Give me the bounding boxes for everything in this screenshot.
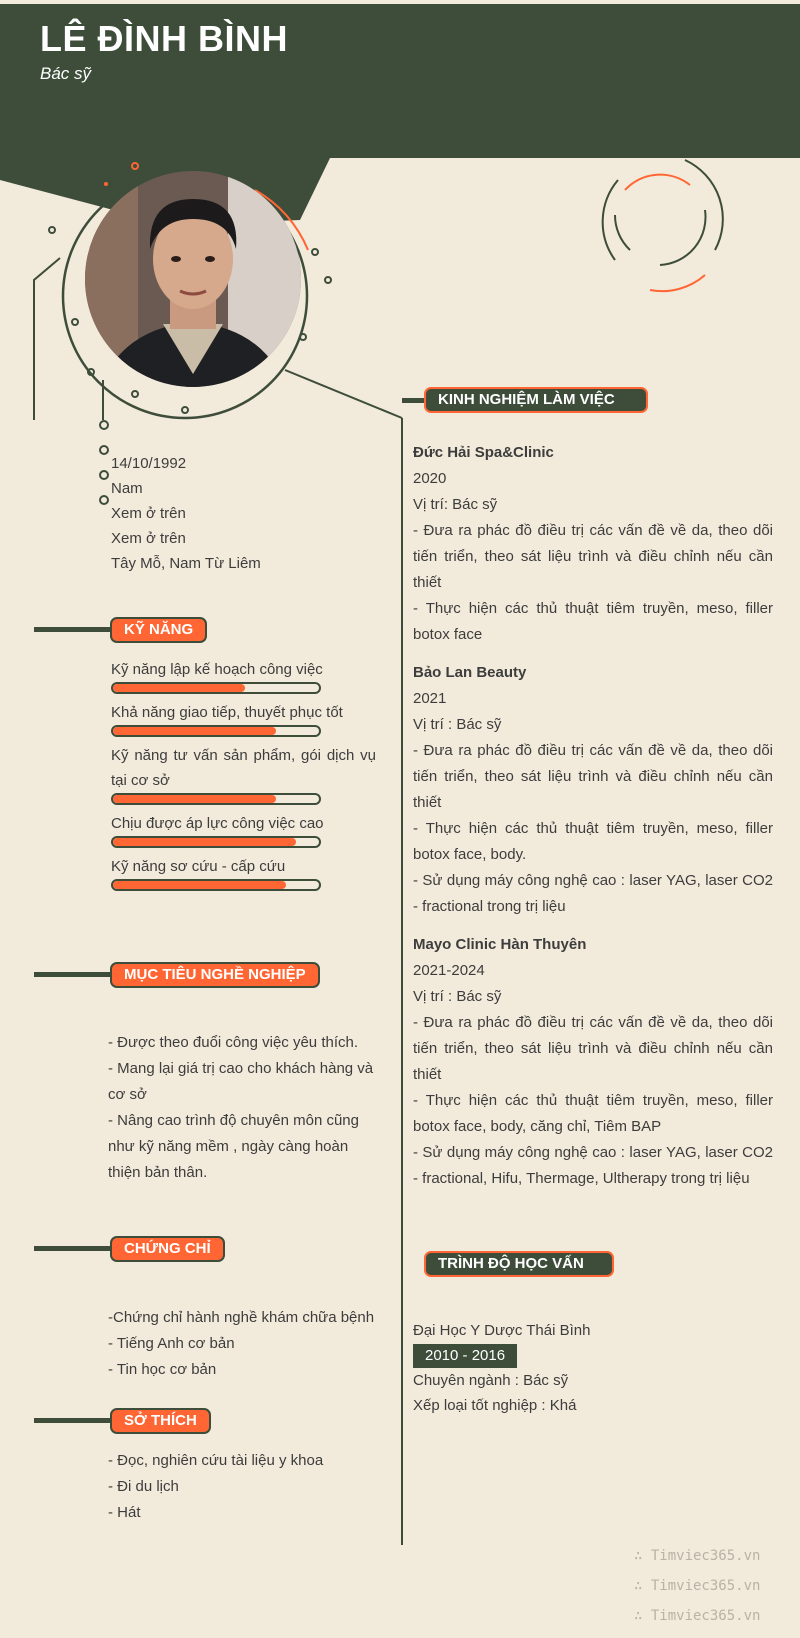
avatar	[78, 164, 308, 394]
job-duty: - Sử dụng máy công nghệ cao : laser YAG, laser CO2 - fractional, Hifu, Thermage, Ultherapy trong trị liệu	[413, 1144, 773, 1187]
education-title: TRÌNH ĐỘ HỌC VẤN	[424, 1251, 614, 1277]
job-year: 2020	[413, 470, 447, 487]
skill-item	[111, 700, 376, 737]
job-company: Mayo Clinic Hàn Thuyên	[413, 936, 587, 953]
certificates-title: CHỨNG CHỈ	[110, 1236, 225, 1262]
objective-line: - Nâng cao trình độ chuyên môn cũng như kỹ năng mềm , ngày càng hoàn thiện bản thân.	[108, 1112, 359, 1181]
job-entry	[413, 932, 773, 1192]
address: Tây Mỗ, Nam Từ Liêm	[111, 555, 261, 572]
candidate-name: LÊ ĐÌNH BÌNH	[40, 18, 288, 59]
job-duty: - Thực hiện các thủ thuật tiêm truyền, meso, filler botox face	[413, 600, 773, 643]
personal-info	[111, 451, 371, 576]
watermark: ∴ Timviec365.vn	[634, 1608, 761, 1624]
job-company: Đức Hải Spa&Clinic	[413, 444, 554, 461]
hobby-line: - Đọc, nghiên cứu tài liệu y khoa	[108, 1452, 324, 1469]
experience-title: KINH NGHIỆM LÀM VIỆC	[424, 387, 648, 413]
skill-label: Kỹ năng sơ cứu - cấp cứu	[111, 858, 286, 875]
skill-bar	[111, 879, 321, 891]
job-duty: - Thực hiện các thủ thuật tiêm truyền, meso, filler botox face, body, căng chỉ, Tiêm BAP	[413, 1092, 773, 1135]
skill-bar-fill	[113, 795, 276, 803]
skills-title: KỸ NĂNG	[110, 617, 207, 643]
phone: Xem ở trên	[111, 505, 186, 522]
job-entry	[413, 440, 773, 648]
right-timeline	[401, 418, 403, 1545]
job-company: Bảo Lan Beauty	[413, 664, 527, 681]
skill-bar-fill	[113, 881, 286, 889]
hobby-line: - Hát	[108, 1504, 141, 1521]
objective-title: MỤC TIÊU NGHỀ NGHIỆP	[110, 962, 320, 988]
gender: Nam	[111, 480, 143, 497]
skill-bar	[111, 682, 321, 694]
job-year: 2021-2024	[413, 962, 485, 979]
skill-label: Khả năng giao tiếp, thuyết phục tốt	[111, 704, 343, 721]
objective-connector	[34, 972, 112, 977]
skill-bar	[111, 836, 321, 848]
skill-item	[111, 854, 376, 891]
job-duty: - Đưa ra phác đồ điều trị các vấn đề về da, theo dõi tiến triển, theo sát liệu trình và điều chỉnh nếu cần thiết	[413, 742, 773, 811]
objective-text	[108, 1030, 378, 1186]
experience-connector	[402, 398, 426, 403]
candidate-role: Bác sỹ	[40, 64, 92, 83]
certificates-connector	[34, 1246, 112, 1251]
watermark: ∴ Timviec365.vn	[634, 1578, 761, 1594]
skill-bar	[111, 793, 321, 805]
job-duty: - Đưa ra phác đồ điều trị các vấn đề về da, theo dõi tiến triển, theo sát liệu trình và điều chỉnh nếu cần thiết	[413, 1014, 773, 1083]
skill-item	[111, 811, 376, 848]
skill-label: Chịu được áp lực công việc cao	[111, 815, 324, 832]
skill-label: Kỹ năng lập kế hoạch công việc	[111, 661, 323, 678]
skill-item	[111, 743, 376, 805]
job-position: Vị trí : Bác sỹ	[413, 716, 502, 733]
education-major: Chuyên ngành : Bác sỹ	[413, 1372, 569, 1389]
job-duty: - Thực hiện các thủ thuật tiêm truyền, meso, filler botox face, body.	[413, 820, 773, 863]
job-entry	[413, 660, 773, 920]
certificates-text	[108, 1305, 388, 1383]
skills-connector	[34, 627, 112, 632]
education-grade: Xếp loại tốt nghiệp : Khá	[413, 1397, 577, 1414]
experience-list	[413, 440, 773, 1192]
skill-label: Kỹ năng tư vấn sản phẩm, gói dịch vụ tại cơ sở	[111, 747, 376, 789]
job-position: Vị trí : Bác sỹ	[413, 988, 502, 1005]
email: Xem ở trên	[111, 530, 186, 547]
job-position: Vị trí: Bác sỹ	[413, 496, 498, 513]
decorative-arcs	[590, 150, 740, 300]
hobby-line: - Đi du lịch	[108, 1478, 179, 1495]
skills-list	[111, 657, 376, 891]
education-info	[413, 1318, 773, 1418]
certificate-line: -Chứng chỉ hành nghề khám chữa bệnh	[108, 1309, 375, 1326]
objective-line: - Mang lại giá trị cao cho khách hàng và cơ sở	[108, 1060, 374, 1103]
skill-bar-fill	[113, 684, 245, 692]
watermark: ∴ Timviec365.vn	[634, 1548, 761, 1564]
job-duty: - Sử dụng máy công nghệ cao : laser YAG, laser CO2 - fractional trong trị liệu	[413, 872, 773, 915]
dob: 14/10/1992	[111, 455, 187, 472]
education-school: Đại Học Y Dược Thái Bình	[413, 1322, 591, 1339]
skill-bar-fill	[113, 838, 296, 846]
certificate-line: - Tin học cơ bản	[108, 1361, 217, 1378]
hobbies-title: SỞ THÍCH	[110, 1408, 211, 1434]
job-duty: - Đưa ra phác đồ điều trị các vấn đề về da, theo dõi tiến triển, theo sát liệu trình và điều chỉnh nếu cần thiết	[413, 522, 773, 591]
info-chain	[96, 418, 112, 518]
certificate-line: - Tiếng Anh cơ bản	[108, 1335, 235, 1352]
education-period: 2010 - 2016	[413, 1344, 517, 1368]
skill-bar	[111, 725, 321, 737]
objective-line: - Được theo đuổi công việc yêu thích.	[108, 1034, 359, 1051]
job-year: 2021	[413, 690, 447, 707]
skill-bar-fill	[113, 727, 276, 735]
hobbies-connector	[34, 1418, 112, 1423]
skill-item	[111, 657, 376, 694]
hobbies-text	[108, 1448, 388, 1526]
